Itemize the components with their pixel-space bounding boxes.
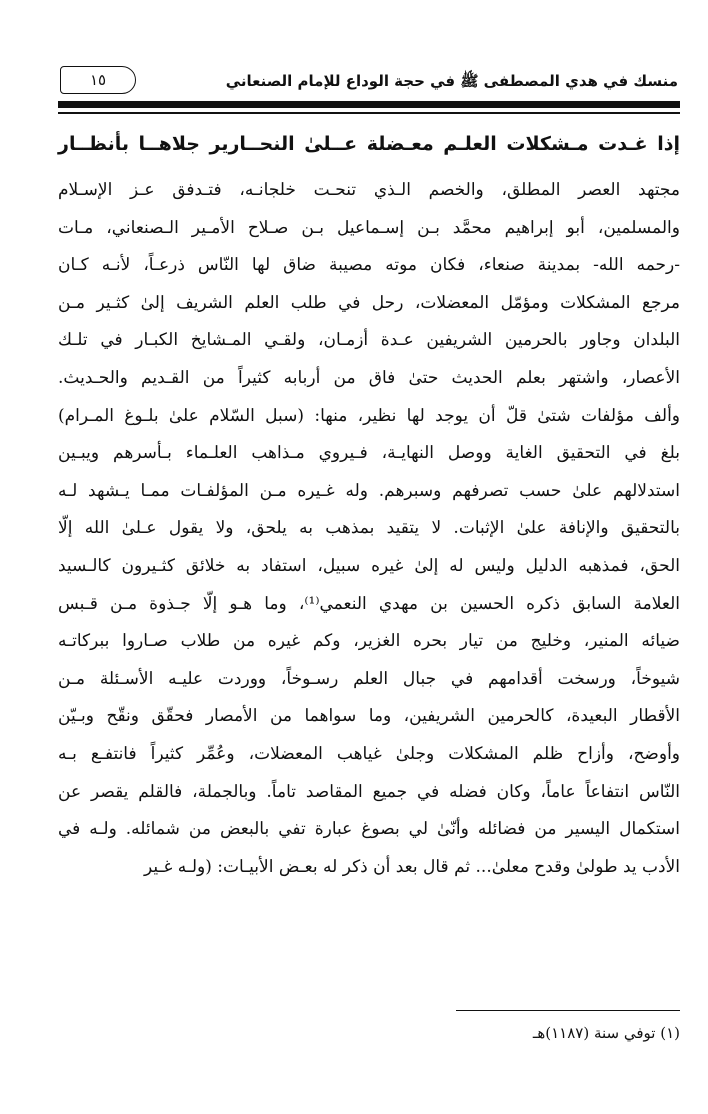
footnote-separator xyxy=(456,1010,680,1011)
body-line: النّاس انتفاعاً عاماً، وكان فضله في جميع المقاصد تاماً. وبالجملة، فالقلم يقصر عن xyxy=(58,781,680,802)
body-line: البلدان وجاور بالحرمين الشريفين عـدة أزمـان، ولقـي المـشايخ الكبـار في تلـك xyxy=(58,330,680,351)
body-line: استكمال اليسير من فضائله وأنّىٰ لي بصوغ عبارة تفي بالبعض من شمائله. ولـه في xyxy=(58,819,680,840)
body-line: ضيائه المنير، وخليج من تيار بحره الغزير، وكم غيره من طلاب صـاروا ببركاتـه xyxy=(58,631,680,652)
body-line: وأوضح، وأزاح ظلم المشكلات وجلىٰ غياهب المعضلات، وعُمِّر كثيراً فانتفـع بـه xyxy=(58,743,680,764)
poetry-verse: إذا غـدت مـشكلات العلـم معـضلة عــلىٰ النحــارير جلاهــا بأنظــار xyxy=(58,133,680,155)
body-line: مجتهد العصر المطلق، والخصم الـذي تنحـت خلجانـه، فتـدفق عـز الإسـلام xyxy=(58,180,680,200)
body-line: بلغ في التحقيق الغاية ووصل النهايـة، فـيروي مـذاهب العلـماء بـأسرهم ويبـين xyxy=(58,443,680,464)
body-text xyxy=(58,172,680,886)
body-line: الحق، فمذهبه الدليل وليس له إلىٰ غيره سبيل، استفاد به خلائق كثـيرون كالـسيد xyxy=(58,555,680,576)
body-line: والمسلمين، أبو إبراهيم محمَّد بـن إسـماعيل بـن صـلاح الأمـير الـصنعاني، مـات xyxy=(58,217,680,238)
body-line: استدلالهم علىٰ حسب تصرفهم وسبرهم. وله غـيره مـن المؤلفـات ممـا يـشهد لـه xyxy=(58,480,680,501)
body-line: -رحمه الله- بمدينة صنعاء، فكان موته مصيبة ضاق لها النّاس ذرعـاً، لأنـه كـان xyxy=(58,255,680,276)
page-number: ١٥ xyxy=(60,66,136,94)
body-line: وألف مؤلفات شتىٰ قلّ أن يوجد لها نظير، منها: (سبل السّلام علىٰ بلـوغ المـرام) xyxy=(58,405,680,426)
body-line: الأقطار البعيدة، كالحرمين الشريفين، وما سواهما من الأمصار فحقّق ونقّح وبـيّن xyxy=(58,706,680,727)
running-header-title: منسك في هدي المصطفى ﷺ في حجة الوداع للإمام الصنعاني xyxy=(225,72,678,90)
footnote: (١) توفي سنة (١١٨٧)هـ xyxy=(532,1024,680,1042)
header-rule-thin xyxy=(58,112,680,114)
body-line: العلامة السابق ذكره الحسين بن مهدي النعمي⁽¹⁾، وما هـو إلّا جـذوة مـن قـبس xyxy=(58,593,680,614)
body-line: شيوخاً، ورسخت أقدامهم في جبال العلم رسـوخاً، ووردت عليـه الأسـئلة مـن xyxy=(58,668,680,689)
body-line: بالتحقيق والإنافة علىٰ الإثبات. لا يتقيد بمذهب به يلحق، ولا يقول عـلىٰ الله إلّا xyxy=(58,518,680,539)
body-line: الأدب يد طولىٰ وقدح معلىٰ... ثم قال بعد أن ذكر له بعـض الأبيـات: (ولـه غـير xyxy=(143,856,680,877)
header-rule-thick xyxy=(58,101,680,108)
body-line: الأعصار، واشتهر بعلم الحديث حتىٰ فاق من أربابه كثيراً من القـديم والحـديث. xyxy=(58,367,680,388)
body-line: مرجع المشكلات ومؤمّل المعضلات، رحل في طلب العلم الشريف إلىٰ كثـير مـن xyxy=(58,292,680,313)
